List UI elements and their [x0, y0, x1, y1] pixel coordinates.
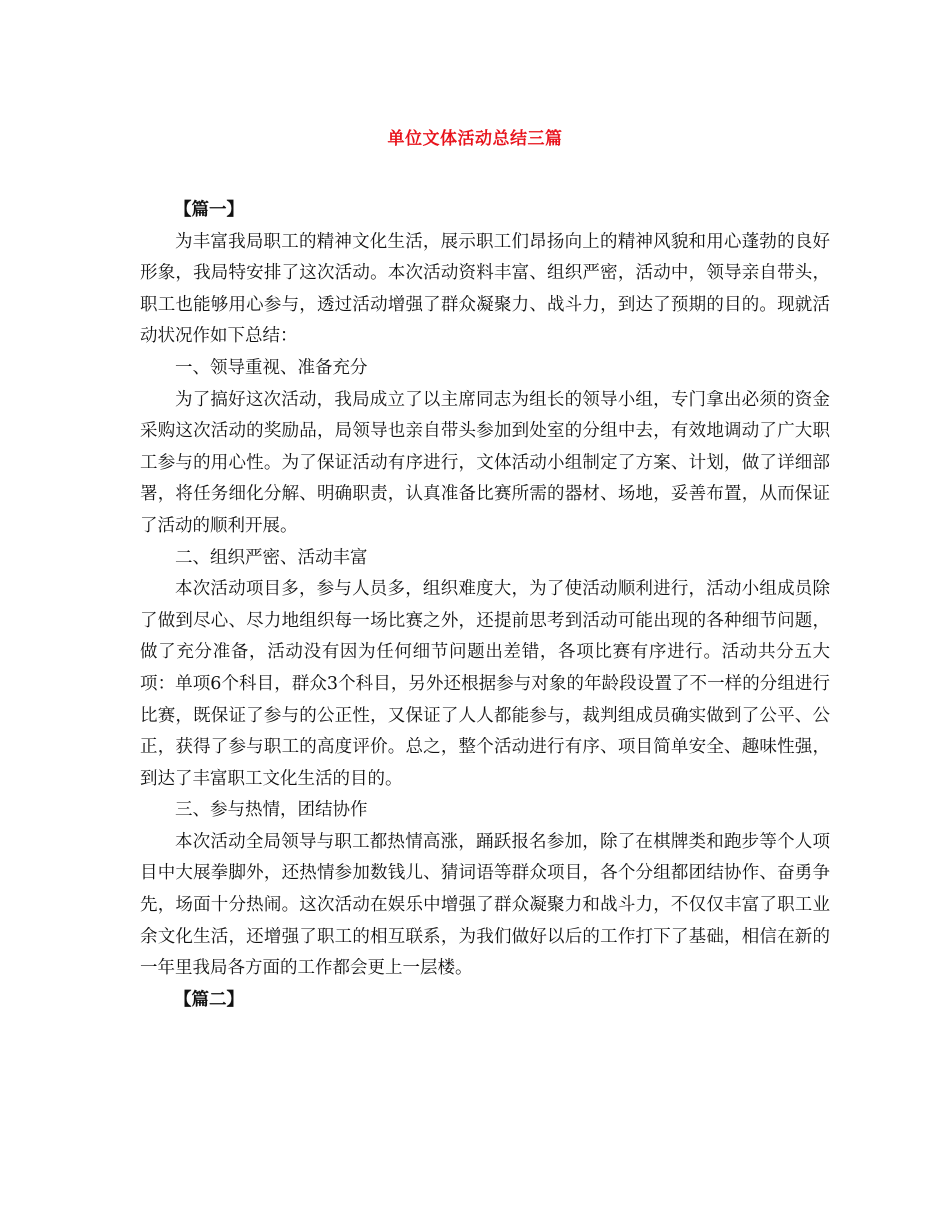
point-3-subtitle: 三、参与热情，团结协作 — [175, 800, 368, 821]
point-1-subtitle: 一、领导重视、准备充分 — [175, 357, 368, 378]
section-heading-1: 【篇一】 — [174, 200, 244, 220]
point-2-text: 本次活动项目多，参与人员多，组织难度大，为了使活动顺利进行，活动小组成员除了做到尽心、尽力地组织每一场比赛之外，还提前思考到活动可能出现的各种细节问题，做了充分准备，活动没有因为任何细节问题出差错，各项比赛有序进行。活动共分五大项：单项6个科目，群众3个科目，另外还根据参与对象的年龄段设置了不一样的分组进行比赛，既保证了参与的公正性，又保证了人人都能参与，裁判组成员确实做到了公平、公正，获得了参与职工的高度评价。总之，整个活动进行有序、项目简单安全、趣味性强，到达了丰富职工文化生活的目的。 — [140, 579, 830, 789]
document-body — [140, 195, 830, 1016]
document-title: 单位文体活动总结三篇 — [387, 129, 563, 149]
point-3-text: 本次活动全局领导与职工都热情高涨，踊跃报名参加，除了在棋牌类和跑步等个人项目中大展拳脚外，还热情参加数钱儿、猜词语等群众项目，各个分组都团结协作、奋勇争先，场面十分热闹。这次活动在娱乐中增强了群众凝聚力和战斗力，不仅仅丰富了职工业余文化生活，还增强了职工的相互联系，为我们做好以后的工作打下了基础，相信在新的一年里我局各方面的工作都会更上一层楼。 — [140, 831, 830, 979]
point-2-subtitle: 二、组织严密、活动丰富 — [175, 547, 368, 568]
point-1-text: 为了搞好这次活动，我局成立了以主席同志为组长的领导小组，专门拿出必须的资金采购这次活动的奖励品，局领导也亲自带头参加到处室的分组中去，有效地调动了广大职工参与的用心性。为了保证活动有序进行，文体活动小组制定了方案、计划，做了详细部署，将任务细化分解、明确职责，认真准备比赛所需的器材、场地，妥善布置，从而保证了活动的顺利开展。 — [140, 389, 830, 536]
section-heading-2: 【篇二】 — [174, 989, 244, 1010]
section-1-intro: 为丰富我局职工的精神文化生活，展示职工们昂扬向上的精神风貌和用心蓬勃的良好形象，我局特安排了这次活动。本次活动资料丰富、组织严密，活动中，领导亲自带头，职工也能够用心参与，透过活动增强了群众凝聚力、战斗力，到达了预期的目的。现就活动状况作如下总结： — [140, 231, 830, 347]
